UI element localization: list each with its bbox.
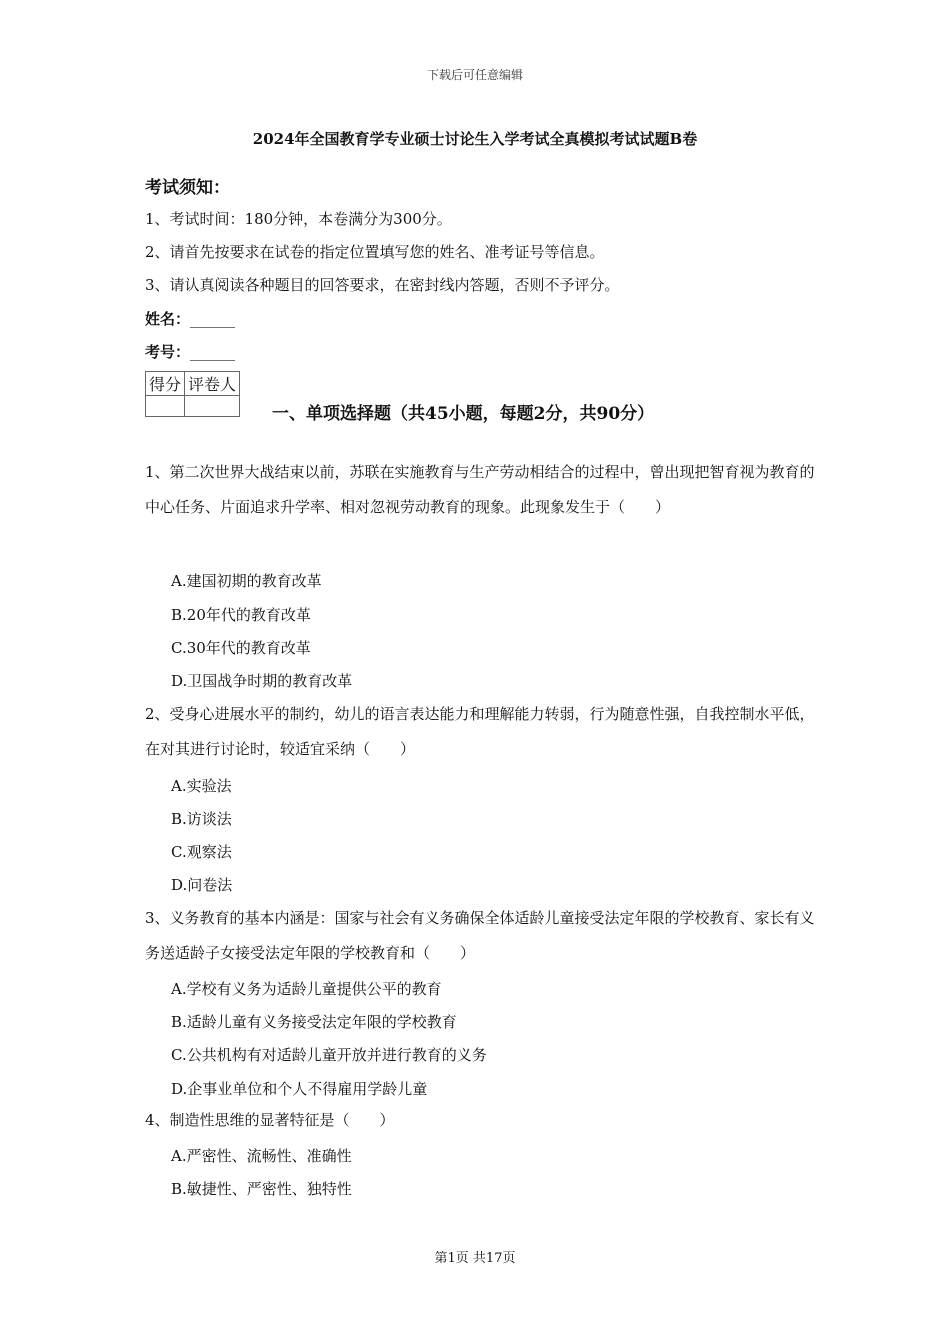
document-title: 2024年全国教育学专业硕士讨论生入学考试全真模拟考试试题B卷: [252, 130, 698, 148]
score-table: [145, 371, 240, 417]
question-option: B.适龄儿童有义务接受法定年限的学校教育: [171, 1013, 457, 1031]
question-option: A.建国初期的教育改革: [171, 572, 322, 590]
question-option: D.卫国战争时期的教育改革: [171, 672, 353, 690]
question-option: C.观察法: [171, 843, 232, 861]
id-field: [145, 341, 235, 362]
question-stem: 1、第二次世界大战结束以前，苏联在实施教育与生产劳动相结合的过程中，曾出现把智育视为教育的中心任务、片面追求升学率、相对忽视劳动教育的现象。此现象发生于（ ）: [145, 463, 815, 516]
question-option: C.30年代的教育改革: [171, 639, 311, 657]
notice-item: 1、考试时间：180分钟，本卷满分为300分。: [145, 210, 452, 228]
grader-cell[interactable]: [185, 396, 240, 417]
name-field: [145, 308, 235, 329]
question-option: D.企事业单位和个人不得雇用学龄儿童: [171, 1080, 428, 1098]
name-label: 姓名：: [145, 310, 191, 328]
top-note: 下载后可任意编辑: [426, 68, 523, 82]
score-header: 得分: [146, 372, 185, 396]
notice-item: 2、请首先按要求在试卷的指定位置填写您的姓名、准考证号等信息。: [145, 243, 605, 261]
notice-item: 3、请认真阅读各种题目的回答要求，在密封线内答题，否则不予评分。: [145, 276, 620, 294]
question-option: A.实验法: [171, 777, 232, 795]
question-stem: 2、受身心进展水平的制约，幼儿的语言表达能力和理解能力转弱，行为随意性强，自我控制水平低，在对其进行讨论时，较适宜采纳（ ）: [145, 705, 815, 758]
question-option: B.20年代的教育改革: [171, 606, 311, 624]
notice-heading: 考试须知：: [145, 178, 230, 198]
question-stem: 4、制造性思维的显著特征是（ ）: [145, 1111, 395, 1129]
grader-header: 评卷人: [185, 372, 240, 396]
question-option: C.公共机构有对适龄儿童开放并进行教育的义务: [171, 1046, 487, 1064]
question-option: A.严密性、流畅性、准确性: [171, 1147, 352, 1165]
question-option: B.访谈法: [171, 810, 232, 828]
question-option: D.问卷法: [171, 876, 233, 894]
question-stem: 3、义务教育的基本内涵是：国家与社会有义务确保全体适龄儿童接受法定年限的学校教育、家长有义务送适龄子女接受法定年限的学校教育和（ ）: [145, 909, 815, 962]
question-option: A.学校有义务为适龄儿童提供公平的教育: [171, 980, 442, 998]
id-label: 考号：: [145, 343, 191, 361]
question-option: B.敏捷性、严密性、独特性: [171, 1180, 352, 1198]
id-blank[interactable]: ______: [190, 343, 236, 361]
page-footer: 第1页 共17页: [434, 1251, 516, 1266]
section-heading: 一、单项选择题（共45小题，每题2分，共90分）: [272, 404, 655, 424]
score-cell[interactable]: [146, 396, 185, 417]
name-blank[interactable]: ______: [190, 310, 236, 328]
